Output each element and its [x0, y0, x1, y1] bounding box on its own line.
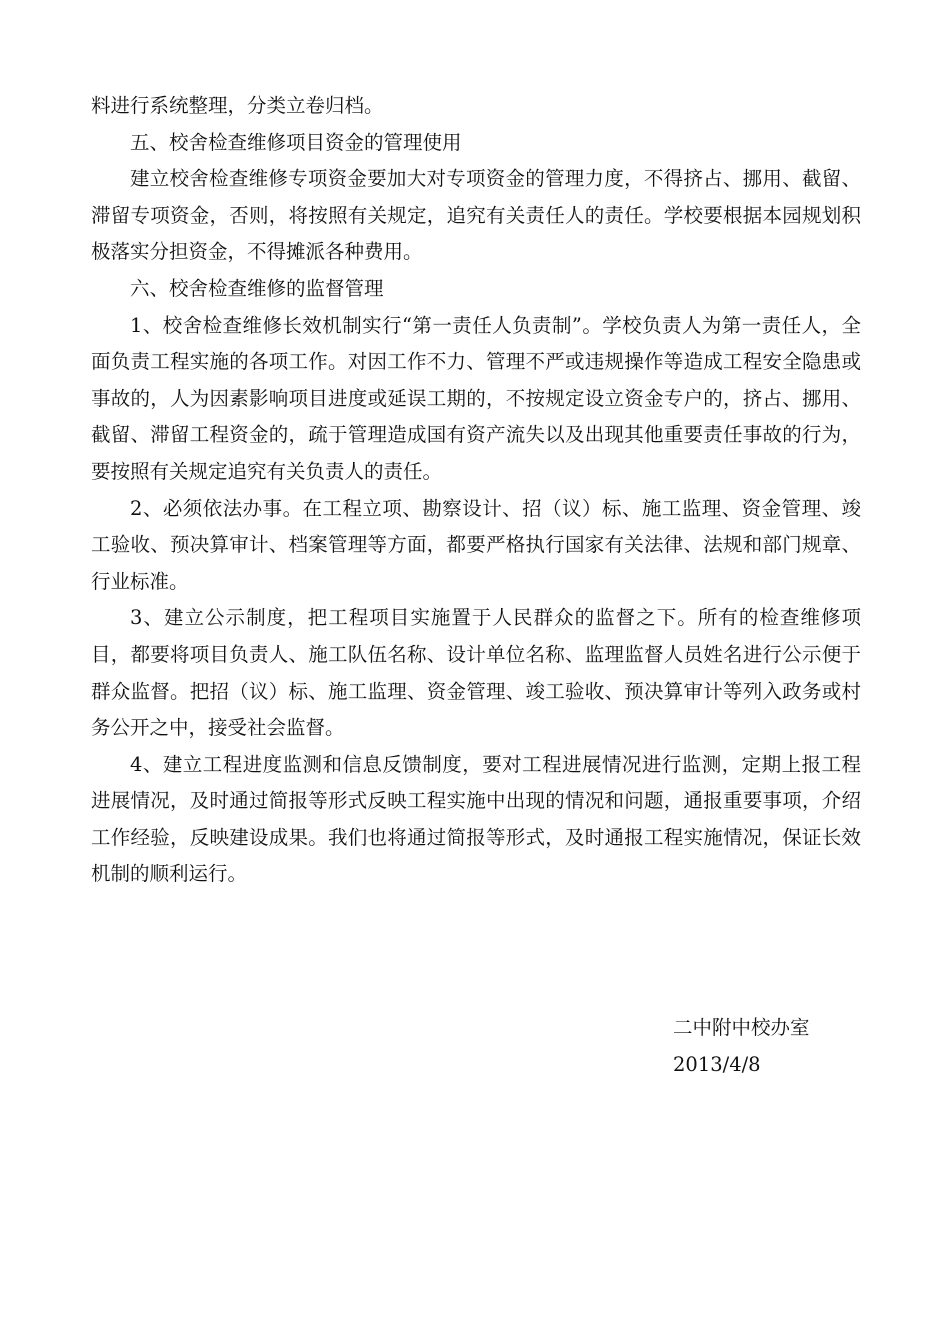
paragraph-item-4: 4、建立工程进度监测和信息反馈制度，要对工程进展情况进行监测，定期上报工程进展情况，及时通过简报等形式反映工程实施中出现的情况和问题，通报重要事项，介绍工作经验，反映建设成果。我们也将通过简报等形式，及时通报工程实施情况，保证长效机制的顺利运行。 [91, 752, 861, 886]
continued-paragraph: 料进行系统整理，分类立卷归档。 [91, 94, 384, 117]
paragraph-item-1: 1、校舍检查维修长效机制实行“第一责任人负责制”。学校负责人为第一责任人，全面负责工程实施的各项工作。对因工作不力、管理不严或违规操作等造成工程安全隐患或事故的，人为因素影响项目进度或延误工期的，不按规定设立资金专户的，挤占、挪用、截留、滞留工程资金的，疏于管理造成国有资产流失以及出现其他重要责任事故的行为，要按照有关规定追究有关负责人的责任。 [91, 313, 861, 483]
paragraph-item-3: 3、建立公示制度，把工程项目实施置于人民群众的监督之下。所有的检查维修项目，都要将项目负责人、施工队伍名称、设计单位名称、监理监督人员姓名进行公示便于群众监督。把招（议）标、施工监理、资金管理、竣工验收、预决算审计等列入政务或村务公开之中，接受社会监督。 [91, 606, 861, 740]
signature-date: 2013/4/8 [673, 1053, 761, 1076]
signature-block [673, 1009, 873, 1083]
paragraph-item-2: 2、必须依法办事。在工程立项、勘察设计、招（议）标、施工监理、资金管理、竣工验收、预决算审计、档案管理等方面，都要严格执行国家有关法律、法规和部门规章、行业标准。 [91, 496, 861, 593]
section-heading-funds: 五、校舍检查维修项目资金的管理使用 [130, 130, 462, 154]
signature-office: 二中附中校办室 [673, 1016, 810, 1039]
section-heading-supervision: 六、校舍检查维修的监督管理 [130, 276, 384, 300]
document-body [91, 88, 861, 893]
paragraph-funds: 建立校舍检查维修专项资金要加大对专项资金的管理力度，不得挤占、挪用、截留、滞留专项资金，否则，将按照有关规定，追究有关责任人的责任。学校要根据本园规划积极落实分担资金，不得摊派各种费用。 [91, 167, 861, 264]
